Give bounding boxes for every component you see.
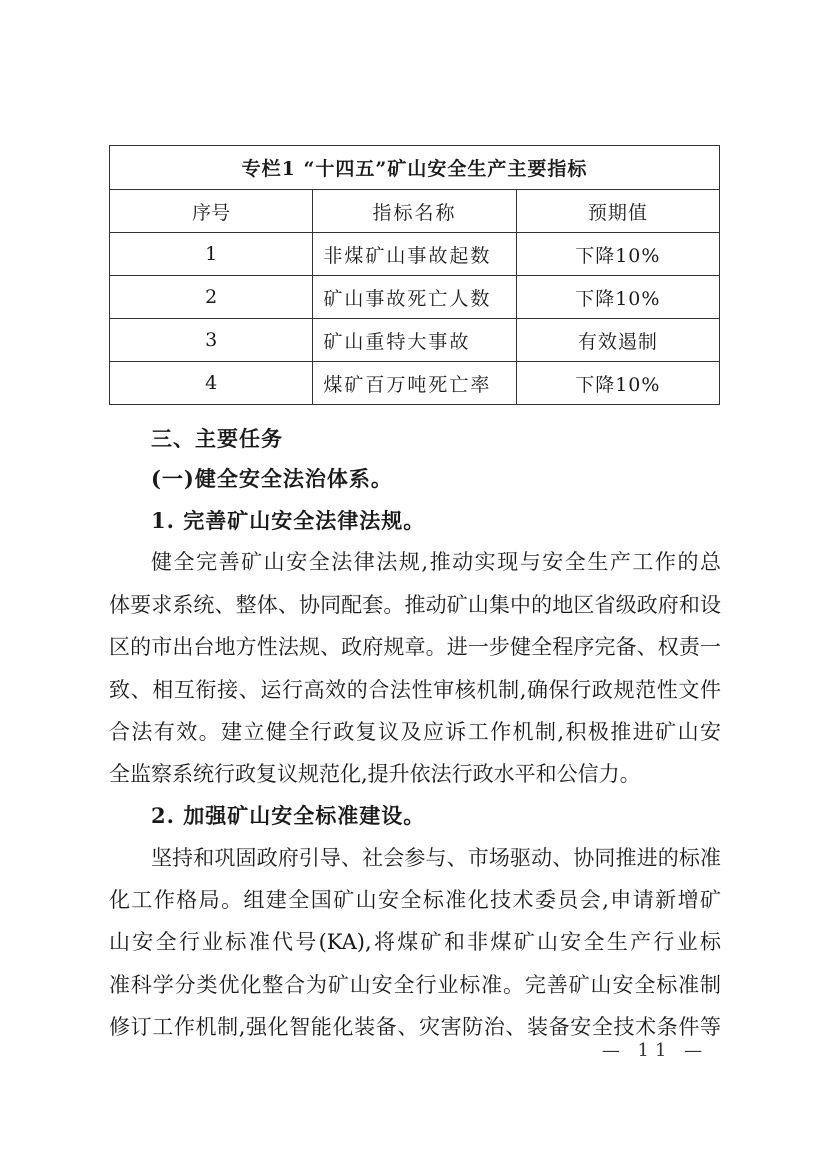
row-value: 有效遏制 [516, 319, 719, 362]
row-seq: 4 [110, 362, 313, 405]
paragraph-line: 修订工作机制,强化智能化装备、灾害防治、装备安全技术条件等 [109, 1015, 721, 1039]
header-seq: 序号 [110, 190, 313, 233]
table-row [110, 233, 720, 276]
row-seq: 1 [110, 233, 313, 276]
paragraph-line: 致、相互衔接、运行高效的合法性审核机制,确保行政规范性文件 [109, 678, 721, 702]
paragraph-line: 体要求系统、整体、协同配套。推动矿山集中的地区省级政府和设 [109, 593, 721, 617]
row-value: 下降10% [516, 233, 719, 276]
table-row [110, 319, 720, 362]
paragraph-line: 坚持和巩固政府引导、社会参与、市场驱动、协同推进的标准 [151, 846, 721, 870]
paragraph-line: 准科学分类优化整合为矿山安全行业标准。完善矿山安全标准制 [109, 973, 721, 997]
row-name: 矿山事故死亡人数 [313, 276, 516, 319]
paragraph-line: 区的市出台地方性法规、政府规章。进一步健全程序完备、权责一 [109, 635, 721, 659]
paragraph-line: 全监察系统行政复议规范化,提升依法行政水平和公信力。 [109, 762, 641, 786]
row-name: 非煤矿山事故起数 [313, 233, 516, 276]
section-heading: 三、主要任务 [151, 426, 283, 451]
paragraph-line: 化工作格局。组建全国矿山安全标准化技术委员会,申请新增矿 [109, 888, 721, 912]
paragraph-line: 合法有效。建立健全行政复议及应诉工作机制,积极推进矿山安 [109, 720, 721, 744]
paragraph-line: 山安全行业标准代号(KA),将煤矿和非煤矿山安全生产行业标 [109, 930, 721, 954]
row-name: 矿山重特大事故 [313, 319, 516, 362]
table-caption: 专栏1 “十四五”矿山安全生产主要指标 [110, 146, 720, 190]
row-value: 下降10% [516, 276, 719, 319]
paragraph-line: 健全完善矿山安全法律法规,推动实现与安全生产工作的总 [151, 550, 721, 574]
item1-heading: 1. 完善矿山安全法律法规。 [151, 508, 426, 533]
item2-heading: 2. 加强矿山安全标准建设。 [151, 803, 426, 828]
row-value: 下降10% [516, 362, 719, 405]
indicator-table [109, 145, 720, 405]
header-name: 指标名称 [313, 190, 516, 233]
sub-heading: (一)健全安全法治体系。 [151, 466, 393, 491]
header-value: 预期值 [516, 190, 719, 233]
table-row [110, 276, 720, 319]
page-number: — 11 — [601, 1040, 709, 1061]
table-row [110, 362, 720, 405]
row-seq: 2 [110, 276, 313, 319]
row-seq: 3 [110, 319, 313, 362]
row-name: 煤矿百万吨死亡率 [313, 362, 516, 405]
